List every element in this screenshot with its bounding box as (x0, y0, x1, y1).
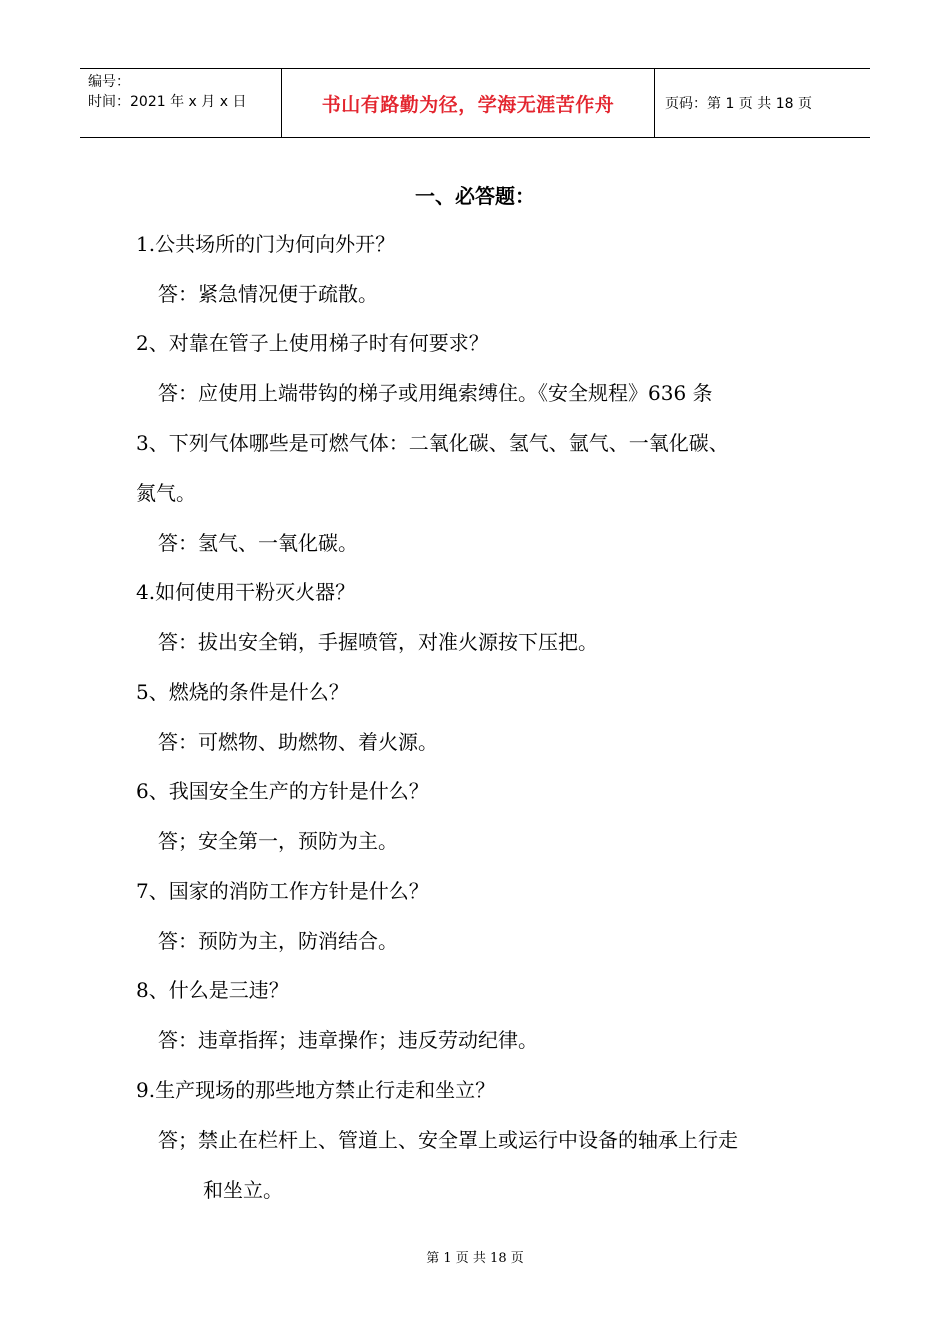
number-label: 编号： (88, 74, 130, 90)
question-7: 7、国家的消防工作方针是什么？ (136, 879, 429, 903)
header-page-cell (655, 69, 870, 137)
question-1: 1.公共场所的门为何向外开？ (136, 232, 396, 256)
question-3: 3、下列气体哪些是可燃气体：二氧化碳、氢气、氩气、一氧化碳、 (136, 431, 729, 455)
answer-7: 答：预防为主，防消结合。 (158, 929, 398, 953)
answer-9: 答；禁止在栏杆上、管道上、安全罩上或运行中设备的轴承上行走 (158, 1128, 738, 1152)
answer-3: 答：氢气、一氧化碳。 (158, 531, 358, 555)
question-5: 5、燃烧的条件是什么？ (136, 680, 349, 704)
answer-9-continued: 和坐立。 (203, 1178, 283, 1202)
time-label: 时间：2021 年 x 月 x 日 (88, 94, 247, 110)
motto: 书山有路勤为径，学海无涯苦作舟 (321, 93, 615, 116)
answer-8: 答：违章指挥；违章操作；违反劳动纪律。 (158, 1028, 538, 1052)
question-4: 4.如何使用干粉灭火器？ (136, 580, 356, 604)
document-header (80, 68, 870, 138)
page-info: 页码：第 1 页 共 18 页 (665, 96, 812, 112)
answer-2: 答：应使用上端带钩的梯子或用绳索缚住。《安全规程》636 条 (158, 381, 713, 405)
question-8: 8、什么是三违？ (136, 978, 289, 1002)
question-9: 9.生产现场的那些地方禁止行走和坐立？ (136, 1078, 496, 1102)
answer-1: 答：紧急情况便于疏散。 (158, 282, 378, 306)
question-6: 6、我国安全生产的方针是什么？ (136, 779, 429, 803)
answer-6: 答；安全第一，预防为主。 (158, 829, 398, 853)
section-title: 一、必答题： (415, 184, 535, 208)
question-3-continued: 氮气。 (136, 481, 196, 505)
answer-4: 答：拔出安全销，手握喷管，对准火源按下压把。 (158, 630, 598, 654)
question-2: 2、对靠在管子上使用梯子时有何要求？ (136, 331, 489, 355)
page-footer: 第 1 页 共 18 页 (426, 1251, 524, 1266)
header-meta (80, 69, 282, 137)
answer-5: 答：可燃物、助燃物、着火源。 (158, 730, 438, 754)
header-motto-cell (282, 69, 655, 137)
